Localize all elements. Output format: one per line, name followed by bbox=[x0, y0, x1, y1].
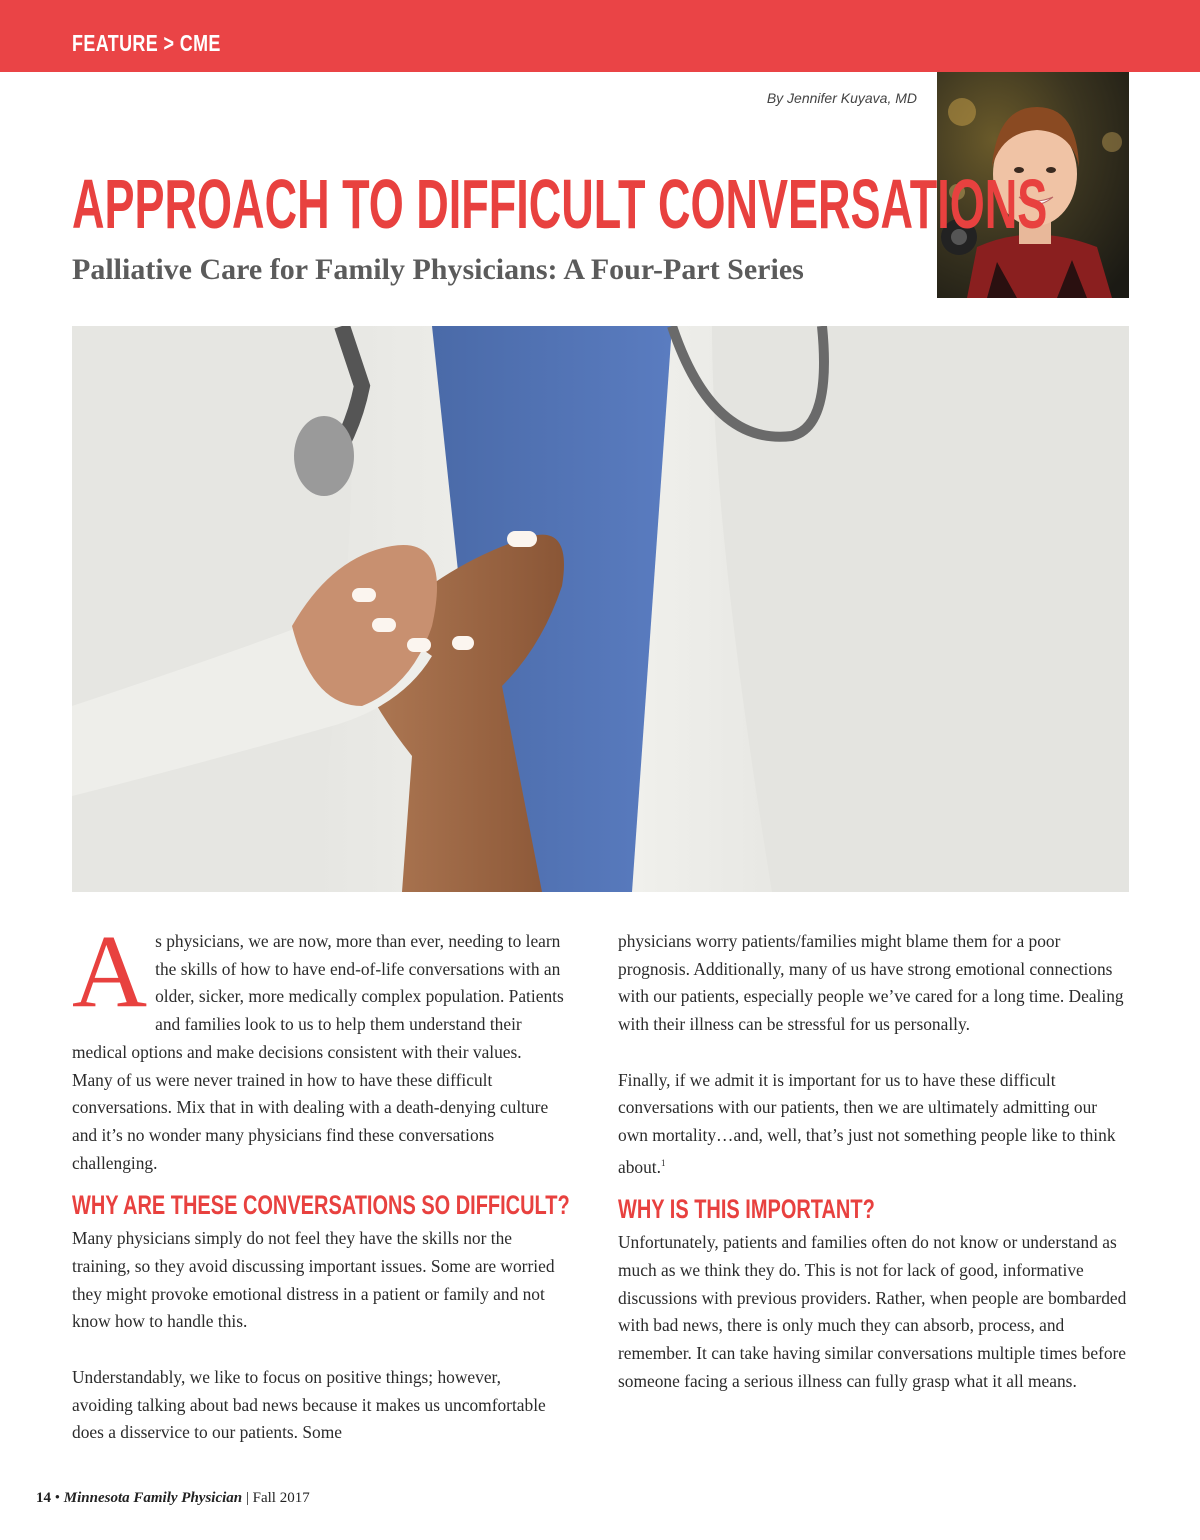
footer-bullet: • bbox=[54, 1490, 61, 1506]
drop-cap: A bbox=[72, 914, 148, 1029]
article-title: APPROACH TO DIFFICULT CONVERSATIONS bbox=[72, 165, 1048, 243]
page-number: 14 bbox=[36, 1490, 51, 1506]
article-subtitle: Palliative Care for Family Physicians: A Four-Part Series bbox=[72, 253, 804, 286]
paragraph-3: physicians worry patients/families might blame them for a poor prognosis. Additionally, many of us have strong emotional connections with our patients, especially people we’ve cared for a long time. Dealing with their illness can be stressful for us personally. bbox=[618, 931, 1124, 1035]
heading-why-important: WHY IS THIS IMPORTANT? bbox=[618, 1194, 875, 1225]
paragraph-5: Unfortunately, patients and families often do not know or understand as much as we think they do. This is not for lack of good, informative discussions with previous providers. Rather, when people are bombarded with bad news, there is only much they can absorb, process, and remember. It can take having similar conversations multiple times before someone facing a serious illness can fully grasp what it all means. bbox=[618, 1232, 1127, 1391]
hero-photo bbox=[72, 326, 1129, 892]
paragraph-2: Understandably, we like to focus on positive things; however, avoiding talking about bad news because it makes us uncomfortable does a disservice to our patients. Some bbox=[72, 1366, 546, 1443]
intro-paragraph: As physicians, we are now, more than ever, needing to learn the skills of how to have end-of-life conversations with an older, sicker, more medically complex population. Patients and families look to us to help them understand their medical options and make decisions consistent with their values. Many of us were never trained in how to have these difficult conversations. Mix that in with dealing with a death-denying culture and it’s no wonder many physicians find these conversations challenging. bbox=[72, 914, 564, 1173]
section-label: FEATURE > CME bbox=[72, 30, 221, 56]
heading-why-difficult: WHY ARE THESE CONVERSATIONS SO DIFFICULT? bbox=[72, 1190, 570, 1221]
paragraph-1: Many physicians simply do not feel they have the skills nor the training, so they avoid discussing important issues. Some are worried they might provoke emotional distress in a patient or family and not know how to handle this. bbox=[72, 1228, 555, 1332]
magazine-name: Minnesota Family Physician bbox=[63, 1490, 243, 1506]
page-footer bbox=[36, 1490, 310, 1507]
footnote-ref: 1 bbox=[660, 1157, 666, 1168]
column-right bbox=[618, 928, 1130, 1395]
footer-separator: | bbox=[245, 1490, 249, 1506]
issue-date: Fall 2017 bbox=[252, 1490, 310, 1506]
byline: By Jennifer Kuyava, MD bbox=[766, 90, 917, 106]
paragraph-4: Finally, if we admit it is important for us to have these difficult conversations with our patients, then we are ultimately admitting our own mortality…and, well, that’s just not something people like to think about.$^1$ bbox=[618, 1069, 1116, 1177]
column-left bbox=[72, 914, 570, 1447]
